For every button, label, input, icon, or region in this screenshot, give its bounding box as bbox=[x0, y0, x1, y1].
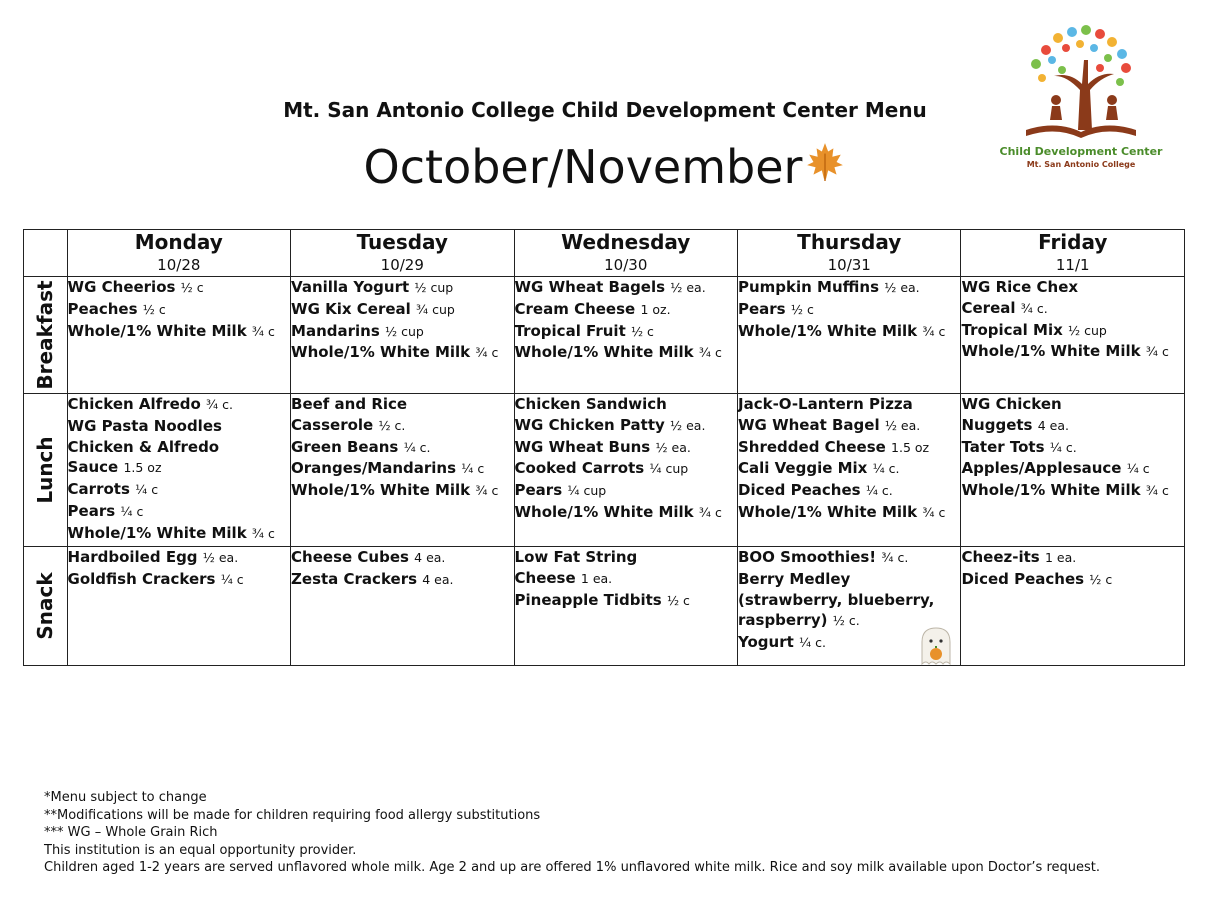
menu-cell bbox=[961, 394, 1185, 547]
menu-item-name: Yogurt bbox=[738, 633, 794, 652]
corner-cell bbox=[24, 230, 68, 277]
menu-cell bbox=[961, 277, 1185, 394]
menu-item-quantity: ¼ c. bbox=[872, 461, 900, 477]
menu-item bbox=[68, 277, 290, 299]
meal-row-breakfast bbox=[24, 277, 1185, 394]
menu-item bbox=[961, 298, 1184, 320]
menu-cell bbox=[514, 277, 737, 394]
menu-item bbox=[738, 502, 960, 524]
day-name: Thursday bbox=[797, 230, 902, 254]
menu-item-quantity: ¼ c bbox=[120, 503, 144, 519]
menu-item-quantity: ¾ c bbox=[251, 525, 275, 541]
footer-note: Children aged 1-2 years are served unflavored whole milk. Age 2 and up are offered 1% unflavored white milk. Rice and soy milk available upon Doctor’s request. bbox=[44, 860, 1101, 875]
menu-item bbox=[515, 321, 737, 343]
menu-item-name: WG Chicken Patty bbox=[514, 415, 665, 434]
menu-item-name: Chicken & Alfredo bbox=[67, 437, 220, 456]
menu-item-name: WG Cheerios bbox=[67, 278, 176, 296]
menu-item-name: Oranges/Mandarins bbox=[291, 459, 457, 478]
menu-item-quantity: ¾ c bbox=[698, 345, 722, 361]
menu-item-name: Whole/1% White Milk bbox=[291, 481, 471, 500]
menu-item bbox=[515, 277, 737, 299]
menu-cell bbox=[514, 394, 737, 547]
menu-item-name: WG Chicken bbox=[961, 395, 1062, 413]
menu-item-name: Chicken Alfredo bbox=[67, 395, 201, 413]
menu-item-name: Pears bbox=[67, 501, 116, 520]
menu-item-name: Mandarins bbox=[291, 321, 380, 340]
menu-item bbox=[738, 458, 960, 480]
menu-item-quantity: ¼ c. bbox=[799, 635, 826, 651]
menu-item-quantity: ¾ c. bbox=[206, 397, 233, 412]
menu-item-name: WG Wheat Bagels bbox=[514, 278, 666, 296]
menu-item-name: WG Pasta Noodles bbox=[67, 416, 222, 435]
menu-item-name: raspberry) bbox=[738, 611, 828, 630]
menu-item bbox=[738, 394, 960, 415]
menu-item-name: Pears bbox=[738, 299, 786, 318]
menu-item-name: Goldfish Crackers bbox=[67, 569, 216, 588]
menu-item-quantity: ½ ea. bbox=[884, 280, 920, 295]
menu-item-quantity: 1.5 oz bbox=[891, 439, 930, 455]
day-date: 11/1 bbox=[1055, 256, 1090, 274]
menu-item-name: (strawberry, blueberry, bbox=[738, 590, 935, 609]
menu-item bbox=[738, 321, 960, 343]
menu-item-quantity: ½ c. bbox=[832, 613, 860, 629]
menu-item-quantity: ¼ c bbox=[461, 461, 485, 477]
menu-item-quantity: ½ ea. bbox=[655, 439, 691, 455]
menu-item-quantity: ½ ea. bbox=[202, 550, 239, 565]
menu-item-name: Casserole bbox=[291, 415, 374, 434]
meal-label-cell bbox=[24, 547, 68, 666]
menu-item-name: Whole/1% White Milk bbox=[738, 502, 918, 521]
menu-item bbox=[515, 547, 737, 568]
menu-item bbox=[291, 342, 513, 364]
menu-item bbox=[515, 415, 737, 437]
menu-item bbox=[68, 457, 290, 479]
menu-item bbox=[291, 415, 513, 437]
menu-item-name: Diced Peaches bbox=[738, 481, 861, 500]
menu-item bbox=[738, 299, 960, 321]
menu-item bbox=[738, 437, 960, 459]
menu-cell bbox=[738, 394, 961, 547]
menu-item-quantity: 1 ea. bbox=[580, 570, 613, 586]
menu-item-name: Whole/1% White Milk bbox=[514, 343, 694, 362]
menu-item bbox=[738, 547, 960, 569]
menu-item-name: Tater Tots bbox=[961, 437, 1045, 456]
menu-item-name: Tropical Mix bbox=[961, 320, 1063, 339]
menu-item-name: Nuggets bbox=[961, 415, 1033, 434]
menu-item bbox=[68, 394, 290, 416]
menu-item bbox=[961, 569, 1184, 591]
menu-item bbox=[515, 480, 737, 502]
menu-item-name: Berry Medley bbox=[738, 569, 851, 588]
menu-item-quantity: ¾ c bbox=[1145, 344, 1169, 360]
menu-item bbox=[738, 277, 960, 299]
menu-item bbox=[68, 416, 290, 437]
menu-item bbox=[961, 320, 1184, 342]
meal-label: Breakfast bbox=[33, 280, 58, 390]
menu-item bbox=[515, 502, 737, 524]
menu-item-quantity: ½ c bbox=[142, 301, 166, 317]
menu-item-quantity: 1 oz. bbox=[640, 301, 671, 317]
menu-item bbox=[961, 415, 1184, 437]
menu-item-quantity: ¾ c bbox=[251, 323, 275, 339]
menu-item-name: Green Beans bbox=[291, 437, 399, 456]
day-header-tuesday bbox=[291, 230, 514, 277]
menu-table bbox=[23, 229, 1185, 666]
day-header-thursday bbox=[738, 230, 961, 277]
menu-item-name: WG Rice Chex bbox=[961, 278, 1079, 296]
menu-item-name: Pears bbox=[514, 481, 563, 500]
menu-item-quantity: ½ ea. bbox=[670, 280, 706, 295]
menu-item-name: Beef and Rice bbox=[291, 395, 408, 413]
day-date: 10/31 bbox=[827, 256, 871, 274]
menu-item bbox=[515, 394, 737, 415]
menu-item-name: BOO Smoothies! bbox=[738, 548, 877, 566]
menu-item-quantity: ½ cup bbox=[414, 280, 454, 295]
menu-item bbox=[738, 569, 960, 590]
menu-item-name: Whole/1% White Milk bbox=[961, 481, 1141, 500]
menu-item bbox=[961, 277, 1184, 298]
menu-item bbox=[515, 299, 737, 321]
menu-item-name: Diced Peaches bbox=[961, 569, 1085, 588]
day-header-friday bbox=[961, 230, 1185, 277]
menu-item bbox=[961, 437, 1184, 459]
meal-row-lunch bbox=[24, 394, 1185, 547]
menu-item bbox=[291, 394, 513, 415]
menu-item-quantity: ¾ c bbox=[1145, 483, 1169, 499]
menu-item-quantity: ¾ c bbox=[922, 323, 946, 339]
menu-item-name: WG Wheat Buns bbox=[514, 437, 651, 456]
menu-item-quantity: ¾ c bbox=[698, 504, 722, 520]
menu-item bbox=[515, 437, 737, 459]
menu-item bbox=[291, 547, 513, 569]
menu-item bbox=[68, 437, 290, 458]
menu-item bbox=[738, 590, 960, 611]
day-name: Wednesday bbox=[561, 230, 691, 254]
menu-item-name: Cream Cheese bbox=[514, 299, 636, 318]
menu-item-quantity: ¼ c bbox=[220, 571, 244, 587]
menu-item bbox=[68, 523, 290, 545]
menu-item-quantity: ½ c bbox=[790, 301, 814, 317]
meal-label-cell bbox=[24, 394, 68, 547]
menu-item-name: Whole/1% White Milk bbox=[514, 502, 694, 521]
menu-item-quantity: ½ c bbox=[666, 592, 690, 608]
menu-item-name: Whole/1% White Milk bbox=[291, 343, 471, 362]
footer-note: *** WG – Whole Grain Rich bbox=[44, 825, 218, 840]
menu-item-name: Hardboiled Egg bbox=[67, 548, 198, 566]
menu-item-quantity: 4 ea. bbox=[422, 571, 454, 587]
menu-item-quantity: 1 ea. bbox=[1044, 550, 1077, 565]
footer-note: **Modifications will be made for children requiring food allergy substitutions bbox=[44, 807, 541, 823]
menu-item bbox=[515, 458, 737, 480]
page-title: Mt. San Antonio College Child Development Center Menu bbox=[283, 98, 927, 122]
menu-item-quantity: ½ c bbox=[1089, 571, 1113, 587]
logo-text-primary: Child Development Center bbox=[999, 145, 1163, 158]
menu-item-quantity: ¼ c bbox=[1126, 461, 1150, 477]
maple-leaf-icon bbox=[804, 140, 846, 194]
menu-item-quantity: ½ c. bbox=[378, 417, 406, 433]
day-header-monday bbox=[67, 230, 290, 277]
menu-item-name: Cereal bbox=[961, 298, 1016, 317]
menu-item-name: Sauce bbox=[67, 458, 119, 477]
menu-item-name: WG Wheat Bagel bbox=[738, 415, 880, 434]
menu-item bbox=[291, 321, 513, 343]
menu-item-quantity: ¼ cup bbox=[649, 461, 689, 477]
menu-item bbox=[961, 394, 1184, 415]
menu-cell bbox=[67, 277, 290, 394]
menu-item-name: Cheese bbox=[514, 568, 576, 587]
menu-item-quantity: ½ cup bbox=[1068, 322, 1107, 338]
menu-item-quantity: ¼ c bbox=[135, 482, 159, 498]
menu-item-name: Cheese Cubes bbox=[291, 548, 409, 566]
menu-item bbox=[291, 480, 513, 502]
tree-logo-icon bbox=[996, 20, 1166, 145]
menu-item-quantity: ¼ c. bbox=[1049, 439, 1077, 455]
menu-item bbox=[68, 569, 290, 591]
menu-item-name: Zesta Crackers bbox=[291, 569, 418, 588]
menu-item bbox=[68, 501, 290, 523]
meal-label-cell bbox=[24, 277, 68, 394]
menu-item-name: Cooked Carrots bbox=[514, 459, 645, 478]
menu-item-quantity: ½ ea. bbox=[670, 417, 706, 433]
menu-item bbox=[291, 569, 513, 591]
day-header-wednesday bbox=[514, 230, 737, 277]
menu-item bbox=[68, 299, 290, 321]
menu-item-name: Whole/1% White Milk bbox=[961, 342, 1141, 361]
menu-item bbox=[738, 415, 960, 437]
day-date: 10/29 bbox=[380, 256, 424, 274]
menu-item bbox=[738, 480, 960, 502]
meal-row-snack bbox=[24, 547, 1185, 666]
menu-item-name: Apples/Applesauce bbox=[961, 459, 1122, 478]
menu-item bbox=[515, 568, 737, 590]
menu-item-name: Peaches bbox=[67, 299, 138, 318]
menu-item-name: Cheez-its bbox=[961, 548, 1040, 566]
menu-item-name: Carrots bbox=[67, 480, 130, 499]
logo bbox=[996, 20, 1166, 180]
menu-item-name: Cali Veggie Mix bbox=[738, 459, 868, 478]
day-date: 10/30 bbox=[604, 256, 648, 274]
menu-item-name: Chicken Sandwich bbox=[514, 395, 667, 413]
footer-note: This institution is an equal opportunity provider. bbox=[44, 842, 357, 858]
menu-item-name: Whole/1% White Milk bbox=[67, 523, 247, 542]
menu-cell bbox=[291, 394, 514, 547]
menu-item-quantity: ¼ c. bbox=[403, 439, 431, 455]
month-label: October/November bbox=[363, 140, 803, 194]
menu-item-quantity: ¾ c bbox=[922, 504, 946, 520]
menu-item-quantity: 4 ea. bbox=[414, 550, 446, 565]
menu-item-name: Pineapple Tidbits bbox=[514, 590, 662, 609]
menu-item-quantity: ¾ cup bbox=[416, 301, 455, 317]
menu-item bbox=[68, 479, 290, 501]
menu-item-name: Pumpkin Muffins bbox=[738, 278, 879, 296]
menu-item bbox=[68, 321, 290, 343]
menu-item bbox=[961, 547, 1184, 569]
menu-item-quantity: ½ ea. bbox=[884, 417, 921, 433]
meal-label: Snack bbox=[33, 572, 58, 640]
menu-item bbox=[961, 341, 1184, 363]
menu-item-quantity: ½ c bbox=[630, 323, 654, 339]
menu-item-name: Low Fat String bbox=[514, 548, 638, 566]
menu-item bbox=[961, 480, 1184, 502]
menu-item bbox=[291, 277, 513, 299]
menu-item-quantity: 1.5 oz bbox=[123, 460, 162, 476]
menu-item bbox=[291, 458, 513, 480]
menu-item-quantity: 4 ea. bbox=[1037, 417, 1069, 433]
day-name: Tuesday bbox=[356, 230, 448, 254]
menu-item-quantity: ½ cup bbox=[385, 323, 424, 339]
menu-item-quantity: ¾ c bbox=[475, 345, 499, 361]
menu-item bbox=[68, 547, 290, 569]
menu-cell bbox=[67, 394, 290, 547]
menu-item bbox=[961, 458, 1184, 480]
header-row bbox=[24, 230, 1185, 277]
menu-item-name: Vanilla Yogurt bbox=[291, 278, 410, 296]
menu-item-quantity: ¼ cup bbox=[567, 483, 607, 499]
menu-item bbox=[515, 342, 737, 364]
menu-item-name: Whole/1% White Milk bbox=[67, 321, 247, 340]
meal-label: Lunch bbox=[33, 436, 58, 504]
menu-item bbox=[291, 299, 513, 321]
menu-item-quantity: ¼ c. bbox=[865, 483, 893, 499]
menu-cell bbox=[67, 547, 290, 666]
menu-item-name: Tropical Fruit bbox=[514, 321, 626, 340]
day-date: 10/28 bbox=[157, 256, 201, 274]
ghost-icon bbox=[918, 626, 954, 670]
menu-item-quantity: ½ c bbox=[180, 280, 204, 295]
footer-note: *Menu subject to change bbox=[44, 790, 207, 805]
menu-cell bbox=[738, 277, 961, 394]
menu-item-name: WG Kix Cereal bbox=[291, 299, 411, 318]
day-name: Monday bbox=[134, 230, 223, 254]
logo-text-secondary: Mt. San Antonio College bbox=[1026, 160, 1136, 169]
menu-cell bbox=[961, 547, 1185, 666]
menu-item bbox=[515, 590, 737, 612]
menu-item bbox=[291, 437, 513, 459]
menu-item-name: Shredded Cheese bbox=[738, 437, 886, 456]
menu-item-quantity: ¾ c. bbox=[881, 550, 909, 565]
day-name: Friday bbox=[1038, 230, 1108, 254]
footer-notes bbox=[44, 789, 1100, 877]
menu-cell bbox=[291, 547, 514, 666]
menu-item-name: Jack-O-Lantern Pizza bbox=[738, 395, 913, 413]
menu-item-quantity: ¾ c bbox=[475, 483, 499, 499]
menu-cell bbox=[291, 277, 514, 394]
menu-cell bbox=[514, 547, 737, 666]
menu-item-name: Whole/1% White Milk bbox=[738, 321, 918, 340]
menu-item-quantity: ¾ c. bbox=[1020, 300, 1048, 316]
